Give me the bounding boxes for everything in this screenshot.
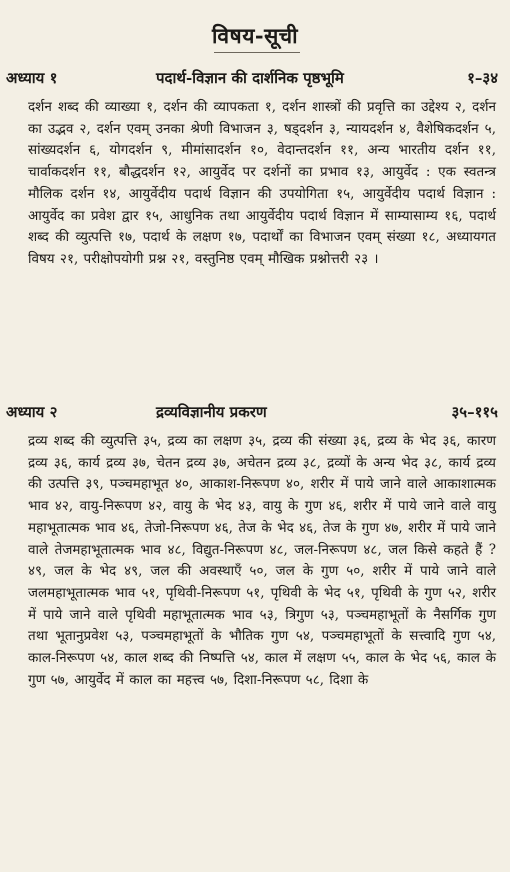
chapter-2-title: द्रव्यविज्ञानीय प्रकरण: [156, 403, 267, 421]
chapter-1-header: [6, 68, 498, 92]
chapter-1-title: पदार्थ-विज्ञान की दार्शनिक पृष्ठभूमि: [156, 69, 344, 87]
chapter-1-topics: दर्शन शब्द की व्याख्या १, दर्शन की व्यापकता १, दर्शन शास्त्रों की प्रवृत्ति का उद्देश्य २, दर्शन का उद्भव २, दर्शन एवम् उनका श्रेणी विभाजन ३, षड्दर्शन ३, न्यायदर्शन ४, वैशेषिकदर्शन ५, सांख्यदर्शन ६, योगदर्शन ९, मीमांसादर्शन १०, वेदान्तदर्शन ११, अन्य भारतीय दर्शन ११, चार्वाकदर्शन ११, बौद्धदर्शन १२, आयुर्वेद पर दर्शनों का प्रभाव १३, आयुर्वेद : एक स्वतन्त्र मौलिक दर्शन १४, आयुर्वेदीय पदार्थ विज्ञान की उपयोगिता १५, आयुर्वेदीय पदार्थ विज्ञान : आयुर्वेद का प्रवेश द्वार १५, आधुनिक तथा आयुर्वेदीय पदार्थ विज्ञान में साम्यासाम्य १६, पदार्थ शब्द की व्युत्पत्ति १७, पदार्थ के लक्षण १७, पदार्थों का विभाजन एवम् संख्या १८, अध्यायगत विषय २१, परीक्षोपयोगी प्रश्न २१, वस्तुनिष्ठ एवम् मौखिक प्रश्नोत्तरी २३ ।: [28, 99, 496, 267]
title-underline: [214, 52, 300, 53]
page-title: विषय-सूची: [211, 23, 299, 48]
chapter-2-label: अध्याय २: [6, 403, 58, 421]
chapter-1-page-range: १–३४: [467, 69, 498, 87]
chapter-2-header: [6, 402, 498, 426]
chapter-2-topics: द्रव्य शब्द की व्युत्पत्ति ३५, द्रव्य का लक्षण ३५, द्रव्य की संख्या ३६, द्रव्य के भेद ३६, कारण द्रव्य ३६, कार्य द्रव्य ३७, चेतन द्रव्य ३७, अचेतन द्रव्य ३८, द्रव्यों के अन्य भेद ३८, कार्य द्रव्य की उत्पत्ति ३९, पञ्चमहाभूत ४०, आकाश-निरूपण ४०, शरीर में पाये जाने वाले आकाशात्मक भाव ४२, वायु-निरूपण ४२, वायु के भेद ४३, वायु के गुण ४६, शरीर में पाये जाने वाले वायु महाभूतात्मक भाव ४६, तेजो-निरूपण ४६, तेज के भेद ४६, तेज के गुण ४७, शरीर में पाये जाने वाले तेजमहाभूतात्मक भाव ४८, विद्युत-निरूपण ४८, जल-निरूपण ४८, जल किसे कहते हैं ? ४९, जल के भेद ४९, जल की अवस्थाएँ ५०, जल के गुण ५०, शरीर में पाये जाने वाले जलमहाभूतात्मक भाव ५१, पृथिवी-निरूपण ५१, पृथिवी के भेद ५१, पृथिवी के गुण ५२, शरीर में पाये जाने वाले पृथिवी महाभूतात्मक भाव ५३, त्रिगुण ५३, पञ्चमहाभूतों के नैसर्गिक गुण तथा भूतानुप्रवेश ५३, पञ्चमहाभूतों के भौतिक गुण ५४, पञ्चमहाभूतों के सत्त्वादि गुण ५४, काल-निरूपण ५४, काल शब्द की निष्पत्ति ५४, काल में लक्षण ५५, काल के भेद ५६, काल के गुण ५७, आयुर्वेद में काल का महत्त्व ५७, दिशा-निरूपण ५८, दिशा के: [28, 433, 496, 688]
chapter-1-label: अध्याय १: [6, 69, 58, 87]
chapter-2-page-range: ३५–११५: [451, 403, 498, 421]
